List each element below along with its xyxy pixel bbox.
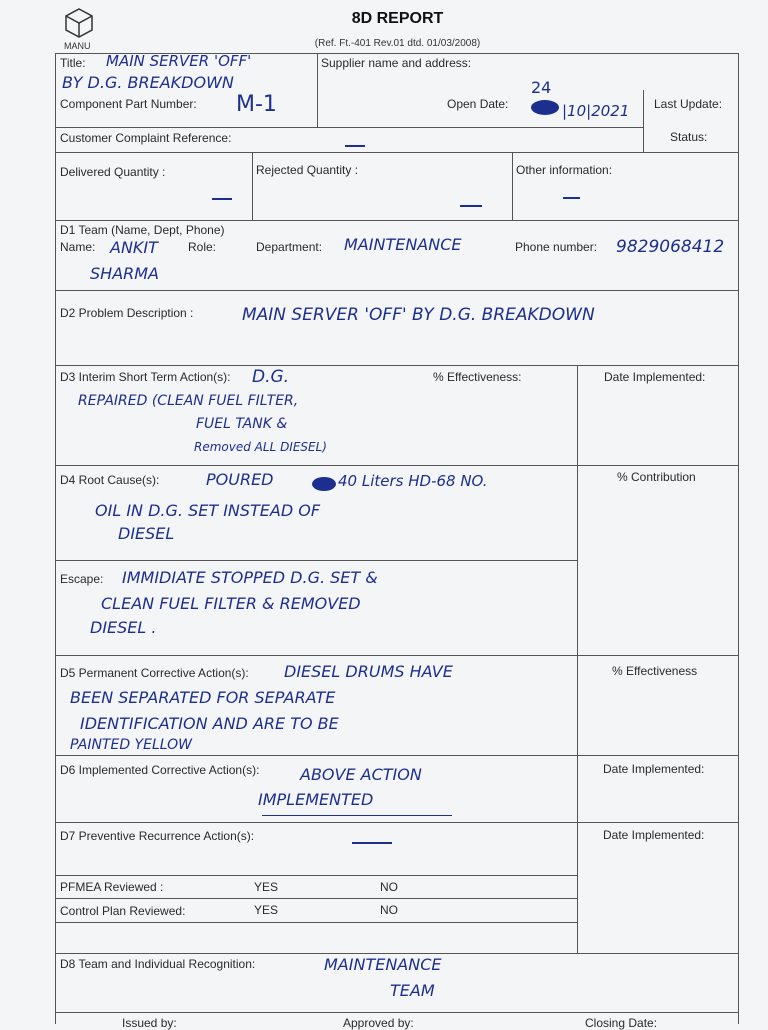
delivered-qty-label: Delivered Quantity : bbox=[60, 165, 166, 179]
d4-line2-handwritten: OIL IN D.G. SET INSTEAD OF bbox=[95, 501, 321, 520]
name-label: Name: bbox=[60, 240, 96, 254]
rejected-qty-dash bbox=[460, 205, 482, 207]
d4-label: D4 Root Cause(s): bbox=[60, 473, 160, 487]
pfmea-no[interactable]: NO bbox=[380, 880, 398, 894]
report-title: 8D REPORT bbox=[351, 10, 444, 27]
phone-handwritten: 9829068412 bbox=[616, 237, 725, 257]
closing-date-label: Closing Date: bbox=[585, 1016, 658, 1030]
last-update-label: Last Update: bbox=[654, 97, 723, 111]
d6-line1-handwritten: ABOVE ACTION bbox=[300, 765, 422, 784]
component-part-label: Component Part Number: bbox=[60, 97, 197, 111]
title-label: Title: bbox=[60, 56, 86, 70]
root-cause-scribble-icon bbox=[312, 477, 336, 491]
report-reference: (Ref. Ft.-401 Rev.01 dtd. 01/03/2008) bbox=[314, 38, 481, 49]
role-label: Role: bbox=[188, 240, 217, 254]
d5-effectiveness-label: % Effectiveness bbox=[612, 664, 698, 678]
date-scribble-icon bbox=[531, 100, 559, 115]
d3-label: D3 Interim Short Term Action(s): bbox=[60, 370, 231, 384]
other-info-label: Other information: bbox=[516, 163, 613, 177]
d7-label: D7 Preventive Recurrence Action(s): bbox=[60, 829, 255, 843]
name-line2-handwritten: SHARMA bbox=[90, 264, 159, 283]
escape-line1-handwritten: IMMIDIATE STOPPED D.G. SET & bbox=[122, 568, 378, 587]
d7-dash bbox=[352, 842, 392, 844]
d1-team-label: D1 Team (Name, Dept, Phone) bbox=[60, 223, 225, 237]
d8-label: D8 Team and Individual Recognition: bbox=[60, 957, 256, 971]
status-label: Status: bbox=[670, 130, 708, 144]
department-handwritten: MAINTENANCE bbox=[344, 235, 462, 254]
supplier-label: Supplier name and address: bbox=[321, 56, 472, 70]
control-plan-yes[interactable]: YES bbox=[254, 903, 279, 917]
pfmea-yes[interactable]: YES bbox=[254, 880, 279, 894]
title-line2-handwritten: BY D.G. BREAKDOWN bbox=[62, 73, 234, 92]
d6-date-label: Date Implemented: bbox=[603, 762, 705, 776]
open-date-handwritten: |10|2021 bbox=[562, 102, 630, 120]
d8-line2-handwritten: TEAM bbox=[390, 981, 435, 1000]
d4-line1a-handwritten: POURED bbox=[206, 470, 274, 489]
title-line1-handwritten: MAIN SERVER 'OFF' bbox=[106, 52, 252, 70]
control-plan-label: Control Plan Reviewed: bbox=[60, 904, 186, 918]
d3-line4-handwritten: Removed ALL DIESEL) bbox=[194, 440, 327, 454]
contribution-label: % Contribution bbox=[617, 470, 696, 484]
d5-line4-handwritten: PAINTED YELLOW bbox=[70, 737, 192, 753]
d4-line1b-handwritten: 40 Liters HD-68 NO. bbox=[338, 472, 488, 490]
logo-label: MANU bbox=[64, 41, 91, 51]
d8-line1-handwritten: MAINTENANCE bbox=[324, 955, 442, 974]
d2-label: D2 Problem Description : bbox=[60, 306, 194, 320]
d3-effectiveness-label: % Effectiveness: bbox=[433, 370, 522, 384]
d5-line3-handwritten: IDENTIFICATION AND ARE TO BE bbox=[80, 714, 339, 733]
escape-label: Escape: bbox=[60, 572, 104, 586]
d5-label: D5 Permanent Corrective Action(s): bbox=[60, 666, 249, 680]
phone-label: Phone number: bbox=[515, 240, 598, 254]
d3-line2-handwritten: REPAIRED (CLEAN FUEL FILTER, bbox=[78, 393, 299, 409]
other-info-dash bbox=[563, 197, 580, 199]
d6-line2-handwritten: IMPLEMENTED bbox=[258, 790, 374, 809]
delivered-qty-dash bbox=[212, 198, 232, 200]
d6-underline bbox=[262, 815, 452, 816]
d3-line3-handwritten: FUEL TANK & bbox=[196, 416, 288, 432]
escape-line2-handwritten: CLEAN FUEL FILTER & REMOVED bbox=[101, 594, 361, 613]
d5-line2-handwritten: BEEN SEPARATED FOR SEPARATE bbox=[70, 688, 336, 707]
approved-by-label: Approved by: bbox=[343, 1016, 414, 1030]
open-date-label: Open Date: bbox=[447, 97, 509, 111]
d3-date-label: Date Implemented: bbox=[604, 370, 706, 384]
complaint-ref-dash bbox=[345, 145, 365, 147]
escape-line3-handwritten: DIESEL . bbox=[90, 618, 157, 637]
issued-by-label: Issued by: bbox=[122, 1016, 177, 1030]
d2-handwritten: MAIN SERVER 'OFF' BY D.G. BREAKDOWN bbox=[242, 305, 595, 325]
complaint-ref-label: Customer Complaint Reference: bbox=[60, 131, 232, 145]
d3-line1-handwritten: D.G. bbox=[252, 367, 290, 387]
open-date-day-handwritten: 24 bbox=[531, 78, 552, 97]
d6-label: D6 Implemented Corrective Action(s): bbox=[60, 763, 260, 777]
d5-line1-handwritten: DIESEL DRUMS HAVE bbox=[284, 662, 453, 681]
rejected-qty-label: Rejected Quantity : bbox=[256, 163, 359, 177]
d4-line3-handwritten: DIESEL bbox=[118, 524, 175, 543]
department-label: Department: bbox=[256, 240, 323, 254]
pfmea-label: PFMEA Reviewed : bbox=[60, 880, 164, 894]
name-line1-handwritten: ANKIT bbox=[110, 238, 158, 257]
d7-date-label: Date Implemented: bbox=[603, 828, 705, 842]
part-number-handwritten: M-1 bbox=[236, 92, 277, 117]
control-plan-no[interactable]: NO bbox=[380, 903, 398, 917]
